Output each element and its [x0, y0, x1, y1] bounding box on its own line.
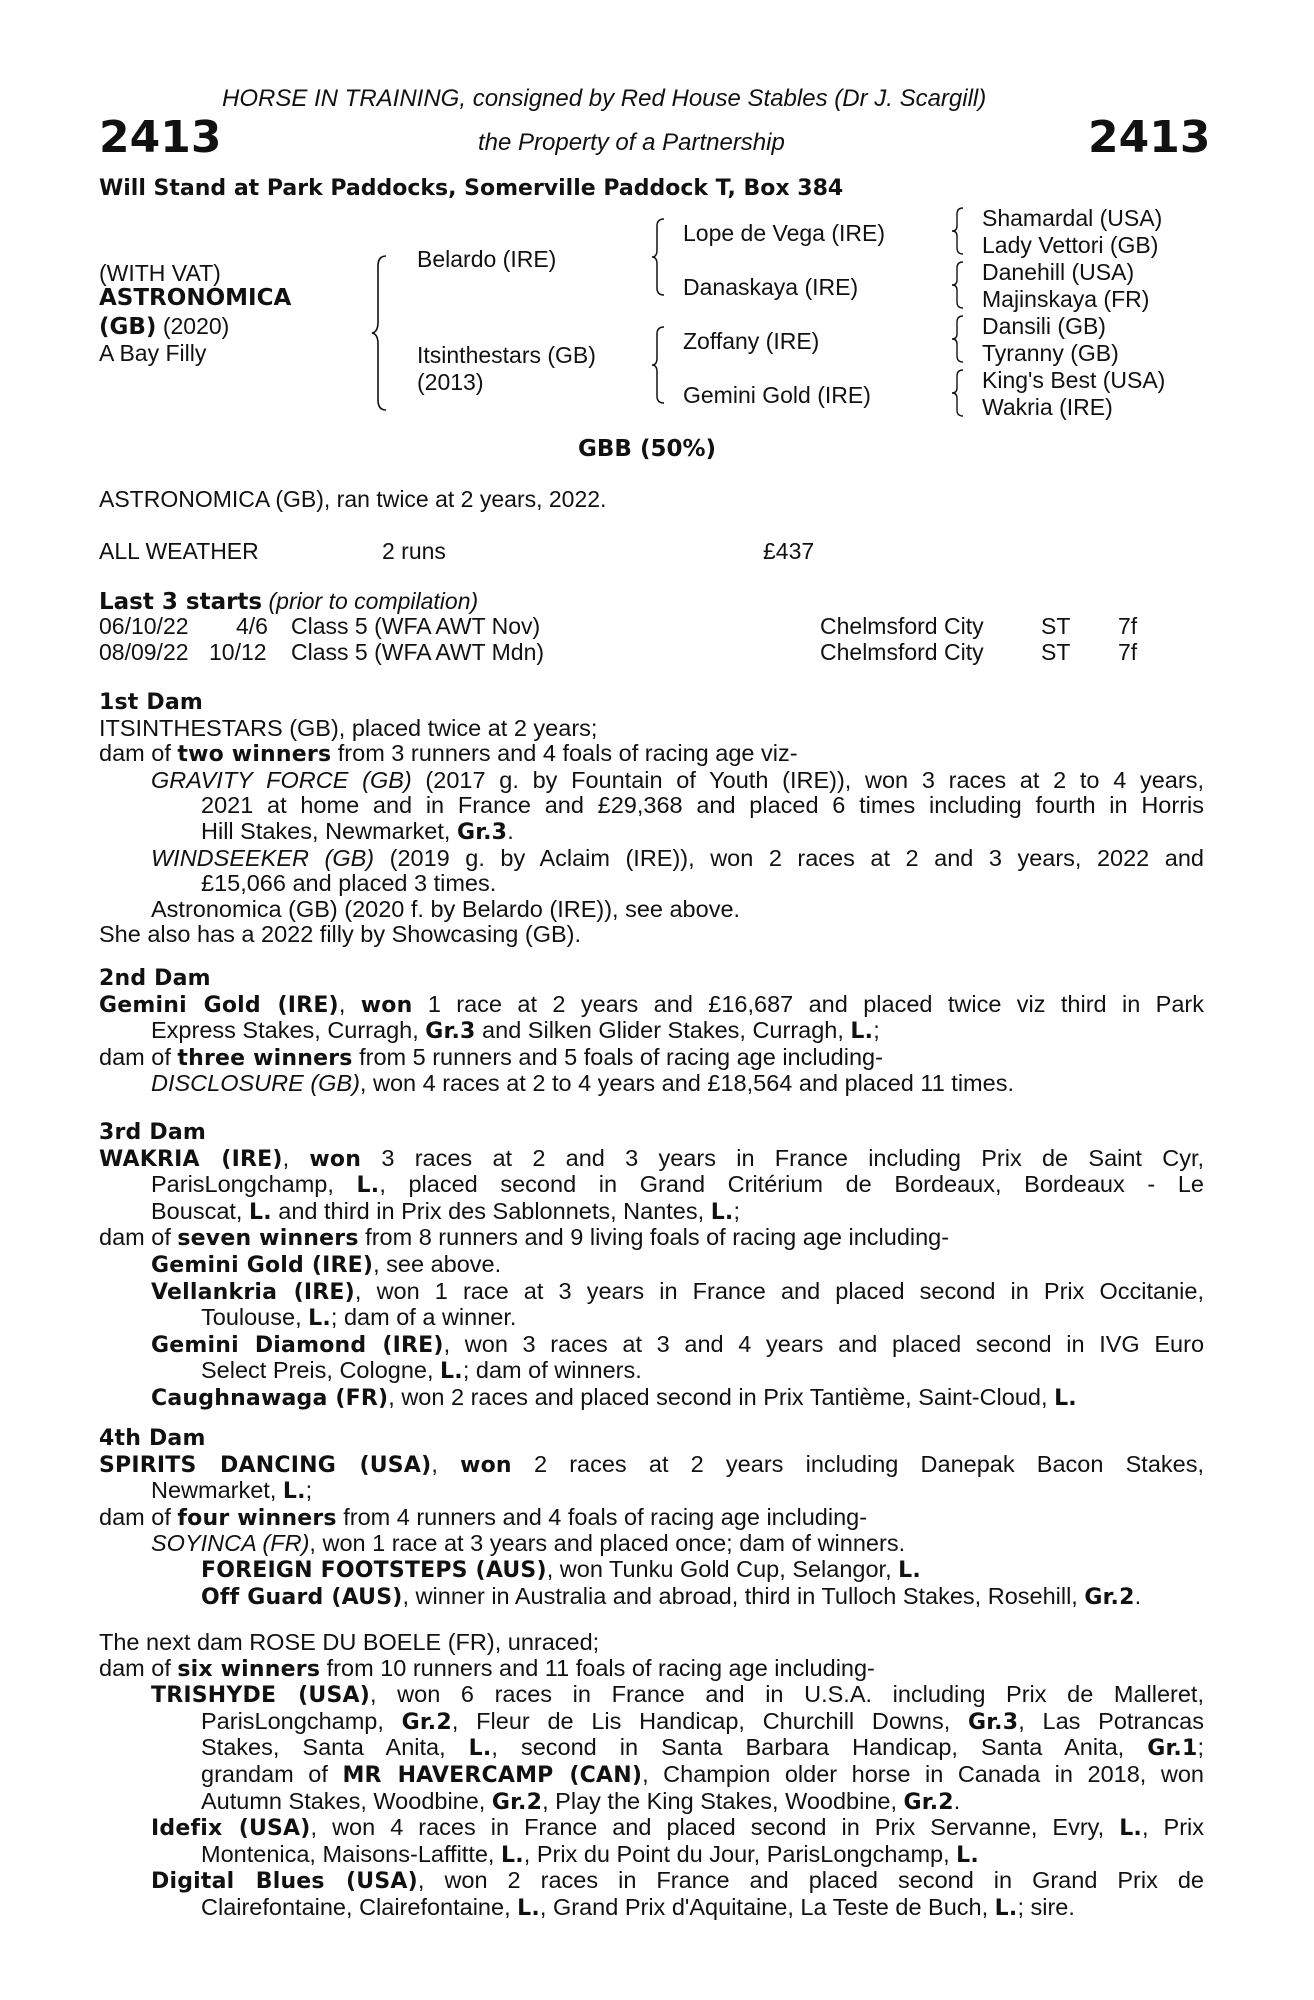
pedigree-gen3-4: Majinskaya (FR) [982, 286, 1150, 312]
produce-gravity-force-cont2: Hill Stakes, Newmarket, Gr.3. [201, 817, 514, 845]
first-dam-heading: 1st Dam [99, 690, 204, 715]
pedigree-gen3-6: Tyranny (GB) [982, 340, 1119, 366]
property-line: the Property of a Partnership [478, 129, 785, 156]
produce-trishyde: TRISHYDE (USA), won 6 races in France and in U.S.A. including Prix de Malleret, [151, 1681, 1204, 1709]
produce-vellankria: Vellankria (IRE), won 1 race at 3 years in France and placed second in Prix Occitanie, [151, 1277, 1204, 1305]
produce-caughnawaga: Caughnawaga (FR), won 2 races and placed second in Prix Tantième, Saint-Cloud, L. [151, 1383, 1077, 1411]
lot-number-right: 2413 [1088, 112, 1211, 163]
produce-astronomica: Astronomica (GB) (2020 f. by Belardo (IRE)), see above. [151, 895, 741, 922]
pedigree-gen3-1: Shamardal (USA) [982, 205, 1163, 231]
fourth-dam-section [99, 1426, 1204, 1610]
first-dam-section [99, 690, 1204, 948]
start-row-2-race: Class 5 (WFA AWT Mdn) [291, 639, 545, 665]
horse-origin: (GB) (2020) [99, 313, 230, 340]
start-row-2-distance: 7f [1118, 639, 1138, 665]
pedigree-brace-sire [650, 217, 668, 297]
produce-idefix: Idefix (USA), won 4 races in France and placed second in Prix Servanne, Evry, L., Prix [151, 1814, 1205, 1842]
produce-gemini-diamond-cont: Select Preis, Cologne, L.; dam of winners. [201, 1357, 642, 1385]
pedigree-gen2-2: Danaskaya (IRE) [683, 274, 859, 300]
pedigree-gen2-4: Gemini Gold (IRE) [683, 382, 871, 408]
next-dam-produce-line: dam of six winners from 10 runners and 11 foals of racing age including- [99, 1654, 875, 1682]
second-dam-line-cont: Express Stakes, Curragh, Gr.3 and Silken Glider Stakes, Curragh, L.; [151, 1017, 880, 1045]
first-dam-also: She also has a 2022 filly by Showcasing (GB). [99, 921, 582, 948]
horse-name: ASTRONOMICA [99, 285, 292, 311]
gbb-rating: GBB (50%) [578, 436, 717, 462]
pedigree-brace-g4 [950, 368, 966, 418]
start-row-1-position: 4/6 [236, 613, 268, 639]
pedigree-dam-year: (2013) [417, 369, 484, 395]
pedigree-gen2-3: Zoffany (IRE) [683, 328, 820, 354]
pedigree-gen3-3: Danehill (USA) [982, 259, 1135, 285]
start-row-2-course: Chelmsford City [820, 639, 984, 665]
all-weather-earnings: £437 [763, 538, 815, 564]
third-dam-heading: 3rd Dam [99, 1120, 206, 1145]
third-dam-line-cont: ParisLongchamp, L., placed second in Grand Critérium de Bordeaux, Bordeaux - Le [151, 1171, 1204, 1199]
fourth-dam-produce-line: dam of four winners from 4 runners and 4 foals of racing age including- [99, 1503, 868, 1531]
fourth-dam-line: SPIRITS DANCING (USA), won 2 races at 2 years including Danepak Bacon Stakes, [99, 1450, 1205, 1478]
start-row-1-date: 06/10/22 [99, 613, 189, 639]
pedigree-gen3-7: King's Best (USA) [982, 367, 1166, 393]
second-dam-produce-line: dam of three winners from 5 runners and 5 foals of racing age including- [99, 1043, 883, 1071]
second-dam-line: Gemini Gold (IRE), won 1 race at 2 years and £16,687 and placed twice viz third in Park [99, 990, 1204, 1018]
produce-digital-blues: Digital Blues (USA), won 2 races in France and placed second in Grand Prix de [151, 1867, 1205, 1895]
produce-idefix-cont: Montenica, Maisons-Laffitte, L., Prix du Point du Jour, ParisLongchamp, L. [201, 1840, 979, 1868]
pedigree-gen3-2: Lady Vettori (GB) [982, 232, 1159, 258]
produce-off-guard: Off Guard (AUS), winner in Australia and abroad, third in Tulloch Stakes, Rosehill, Gr.2. [201, 1582, 1142, 1610]
pedigree-dam: Itsinthestars (GB) [417, 342, 596, 368]
second-dam-section [99, 966, 1204, 1097]
second-dam-heading: 2nd Dam [99, 966, 211, 991]
start-row-2-position: 10/12 [209, 639, 267, 665]
pedigree-brace-g2 [950, 260, 966, 310]
produce-soyinca: SOYINCA (FR), won 1 race at 3 years and placed once; dam of winners. [151, 1530, 906, 1557]
all-weather-label: ALL WEATHER [99, 538, 259, 564]
third-dam-line: WAKRIA (IRE), won 3 races at 2 and 3 years in France including Prix de Saint Cyr, [99, 1144, 1205, 1172]
produce-windseeker-cont: £15,066 and placed 3 times. [201, 870, 497, 897]
start-row-2-surface: ST [1041, 639, 1071, 665]
produce-gravity-force: GRAVITY FORCE (GB) (2017 g. by Fountain of Youth (IRE)), won 3 races at 2 to 4 years, [151, 766, 1204, 793]
pedigree-brace-main [370, 254, 392, 412]
pedigree-brace-g3 [950, 314, 966, 364]
vat-note: (WITH VAT) [99, 260, 221, 286]
pedigree-brace-g1 [950, 206, 966, 256]
produce-windseeker: WINDSEEKER (GB) (2019 g. by Aclaim (IRE)), won 2 races at 2 and 3 years, 2022 and [151, 844, 1204, 871]
pedigree-gen2-1: Lope de Vega (IRE) [683, 220, 886, 246]
produce-vellankria-cont: Toulouse, L.; dam of a winner. [201, 1304, 517, 1332]
fourth-dam-heading: 4th Dam [99, 1426, 206, 1451]
start-row-1-distance: 7f [1118, 613, 1138, 639]
race-summary: ASTRONOMICA (GB), ran twice at 2 years, 2022. [99, 486, 607, 512]
produce-foreign-footsteps: FOREIGN FOOTSTEPS (AUS), won Tunku Gold Cup, Selangor, L. [201, 1555, 921, 1583]
consignor-line: HORSE IN TRAINING, consigned by Red House Stables (Dr J. Scargill) [222, 85, 987, 112]
produce-gravity-force-cont: 2021 at home and in France and £29,368 and placed 6 times including fourth in Horris [201, 792, 1204, 819]
start-row-1-race: Class 5 (WFA AWT Nov) [291, 613, 541, 639]
produce-disclosure: DISCLOSURE (GB), won 4 races at 2 to 4 years and £18,564 and placed 11 times. [151, 1070, 1014, 1097]
produce-trishyde-cont: ParisLongchamp, Gr.2, Fleur de Lis Handicap, Churchill Downs, Gr.3, Las Potrancas [201, 1707, 1204, 1735]
lot-number-left: 2413 [99, 112, 222, 163]
first-dam-line: ITSINTHESTARS (GB), placed twice at 2 years; [99, 714, 598, 741]
produce-trishyde-cont3: grandam of MR HAVERCAMP (CAN), Champion older horse in Canada in 2018, won [201, 1760, 1204, 1788]
produce-gemini-diamond: Gemini Diamond (IRE), won 3 races at 3 and 4 years and placed second in IVG Euro [151, 1330, 1205, 1358]
pedigree-gen3-8: Wakria (IRE) [982, 394, 1113, 420]
third-dam-produce-line: dam of seven winners from 8 runners and 9 living foals of racing age including- [99, 1224, 950, 1252]
fourth-dam-line-cont: Newmarket, L.; [151, 1477, 313, 1505]
all-weather-runs: 2 runs [382, 538, 446, 564]
produce-trishyde-cont4: Autumn Stakes, Woodbine, Gr.2, Play the King Stakes, Woodbine, Gr.2. [201, 1787, 961, 1815]
last-starts-title: Last 3 starts (prior to compilation) [99, 588, 479, 615]
produce-trishyde-cont2: Stakes, Santa Anita, L., second in Santa Barbara Handicap, Santa Anita, Gr.1; [201, 1734, 1204, 1762]
first-dam-produce-line: dam of two winners from 3 runners and 4 foals of racing age viz- [99, 740, 798, 768]
third-dam-line-cont2: Bouscat, L. and third in Prix des Sablonnets, Nantes, L.; [151, 1197, 740, 1225]
start-row-1-surface: ST [1041, 613, 1071, 639]
start-row-1-course: Chelmsford City [820, 613, 984, 639]
stand-location: Will Stand at Park Paddocks, Somerville Paddock T, Box 384 [99, 176, 844, 201]
produce-gemini-gold: Gemini Gold (IRE), see above. [151, 1250, 502, 1278]
produce-digital-blues-cont: Clairefontaine, Clairefontaine, L., Grand Prix d'Aquitaine, La Teste de Buch, L.; sire. [201, 1893, 1075, 1921]
horse-description: A Bay Filly [99, 340, 207, 366]
pedigree-sire: Belardo (IRE) [417, 246, 557, 272]
pedigree-gen3-5: Dansili (GB) [982, 313, 1106, 339]
third-dam-section [99, 1120, 1204, 1412]
start-row-2-date: 08/09/22 [99, 639, 189, 665]
pedigree-brace-dam [650, 325, 668, 405]
next-dam-section [99, 1630, 1204, 1922]
next-dam-line: The next dam ROSE DU BOELE (FR), unraced; [99, 1629, 600, 1655]
